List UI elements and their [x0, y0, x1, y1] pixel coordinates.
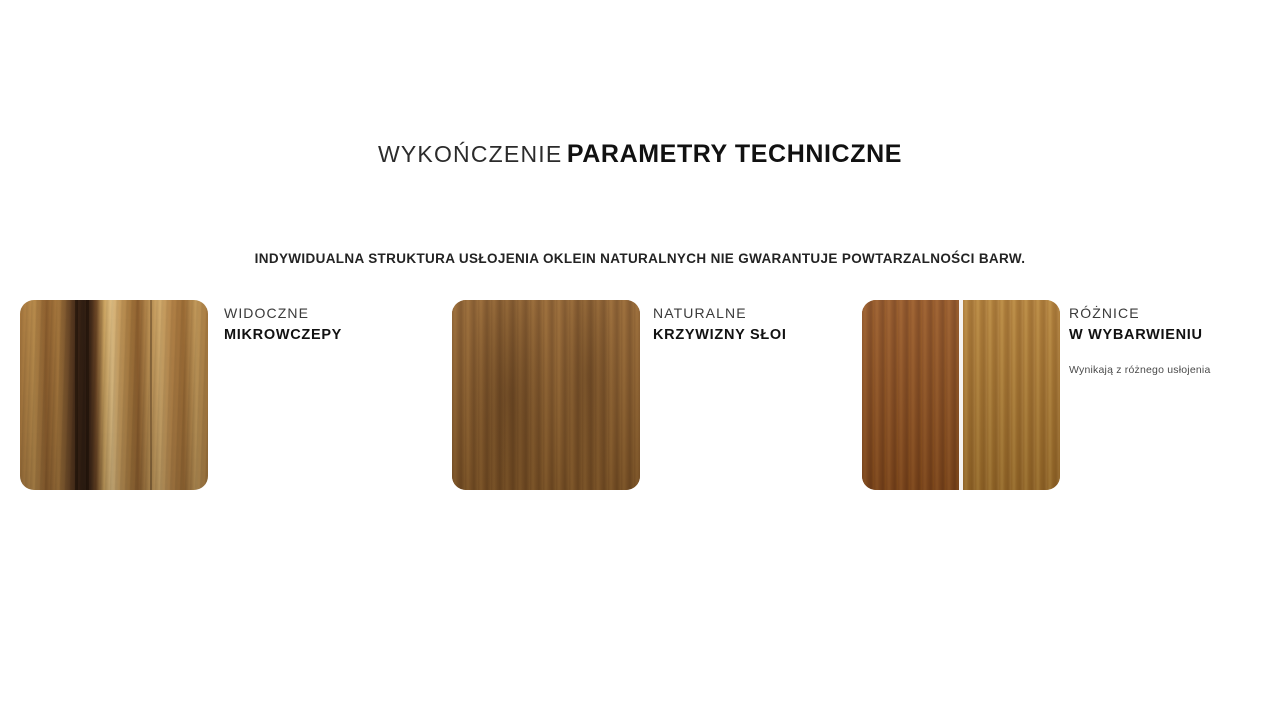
- wood-swatch-colour-difference: [862, 300, 1060, 490]
- page-title-bold: PARAMETRY TECHNICZNE: [566, 140, 903, 168]
- swatch-card-list: [0, 300, 1280, 500]
- page-title-light: WYKOŃCZENIE: [377, 141, 563, 167]
- plank-seam: [86, 300, 89, 490]
- wood-swatch-grain-curvature: [452, 300, 640, 490]
- plank-seam: [150, 300, 152, 490]
- swatch-half-dark: [862, 300, 959, 490]
- swatch-caption: [653, 304, 787, 345]
- swatch-caption: [1069, 304, 1211, 376]
- swatch-label-light: RÓŻNICE: [1069, 305, 1140, 321]
- swatch-label-bold: KRZYWIZNY SŁOI: [653, 327, 787, 343]
- swatch-half-light: [963, 300, 1060, 490]
- swatch-label-bold: W WYBARWIENIU: [1069, 327, 1203, 343]
- swatch-caption: [224, 304, 342, 345]
- swatch-label-light: WIDOCZNE: [224, 305, 310, 321]
- page-title: [0, 140, 1280, 169]
- swatch-label-light: NATURALNE: [653, 305, 747, 321]
- swatch-label-bold: MIKROWCZEPY: [224, 327, 343, 343]
- plank-seam: [75, 300, 78, 490]
- wood-swatch-microjoints: [20, 300, 208, 490]
- subheading-text: INDYWIDUALNA STRUKTURA USŁOJENIA OKLEIN NATURALNYCH NIE GWARANTUJE POWTARZALNOŚCI BARW.: [254, 251, 1026, 266]
- swatch-note: Wynikają z różnego usłojenia: [1069, 364, 1211, 376]
